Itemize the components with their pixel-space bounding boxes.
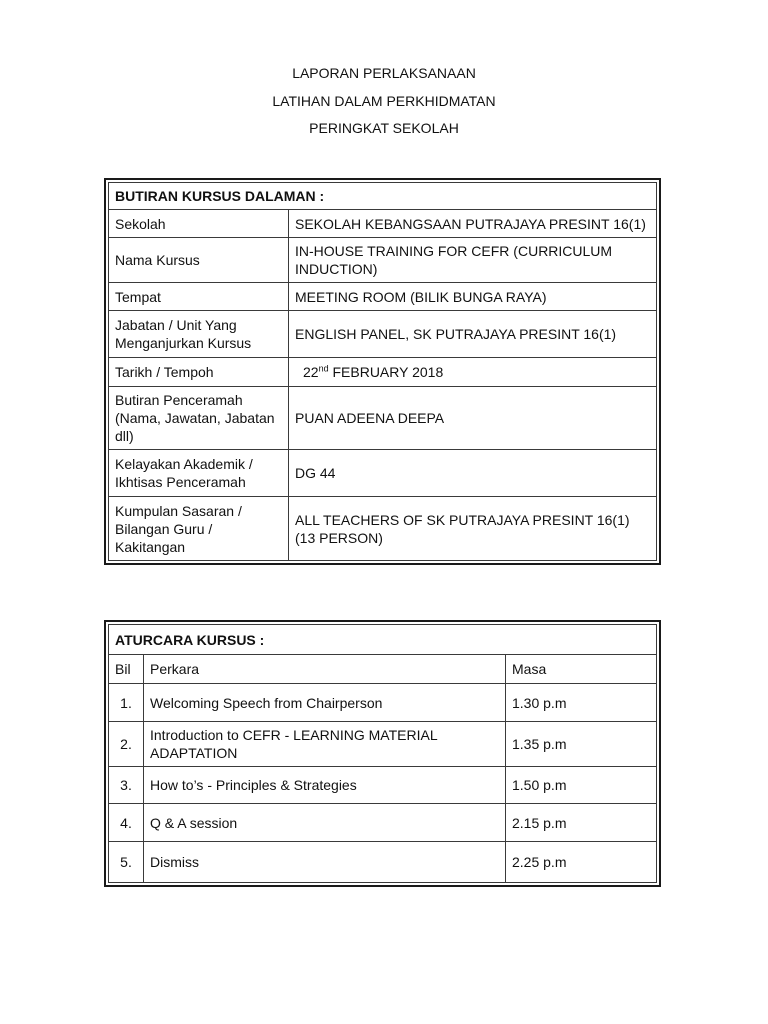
table-row: [109, 311, 657, 358]
row-label: Nama Kursus: [109, 238, 289, 283]
document-header: [0, 62, 768, 144]
table-row: [109, 804, 657, 842]
row-value: SEKOLAH KEBANGSAAN PUTRAJAYA PRESINT 16(1): [289, 210, 657, 238]
row-item: Q & A session: [144, 804, 506, 842]
row-value: MEETING ROOM (BILIK BUNGA RAYA): [289, 283, 657, 311]
table-header-row: [109, 655, 657, 684]
date-day: 22: [303, 364, 319, 380]
table-row: [109, 210, 657, 238]
row-value: ALL TEACHERS OF SK PUTRAJAYA PRESINT 16(1) (13 PERSON): [289, 497, 657, 561]
row-item: Introduction to CEFR - LEARNING MATERIAL ADAPTATION: [144, 722, 506, 767]
row-value: DG 44: [289, 450, 657, 497]
row-label: Kelayakan Akademik / Ikhtisas Penceramah: [109, 450, 289, 497]
row-item: How to’s - Principles & Strategies: [144, 767, 506, 804]
column-header-masa: Masa: [506, 655, 657, 684]
row-value: IN-HOUSE TRAINING FOR CEFR (CURRICULUM INDUCTION): [289, 238, 657, 283]
table-row: [109, 238, 657, 283]
title-line-2: LATIHAN DALAM PERKHIDMATAN: [272, 93, 496, 109]
row-item: Dismiss: [144, 842, 506, 883]
row-time: 1.35 p.m: [506, 722, 657, 767]
table-row: [109, 358, 657, 387]
date-suffix: nd: [318, 363, 329, 374]
row-time: 2.25 p.m: [506, 842, 657, 883]
table-row: [109, 497, 657, 561]
table-row: [109, 450, 657, 497]
row-label: Tempat: [109, 283, 289, 311]
row-number: 1.: [109, 684, 144, 722]
row-value-date: [289, 358, 657, 387]
column-header-perkara: Perkara: [144, 655, 506, 684]
row-value: PUAN ADEENA DEEPA: [289, 387, 657, 450]
row-number: 3.: [109, 767, 144, 804]
row-label: Kumpulan Sasaran / Bilangan Guru / Kakitangan: [109, 497, 289, 561]
table-row: [109, 684, 657, 722]
row-label: Jabatan / Unit Yang Menganjurkan Kursus: [109, 311, 289, 358]
row-label: Tarikh / Tempoh: [109, 358, 289, 387]
row-number: 5.: [109, 842, 144, 883]
row-item: Welcoming Speech from Chairperson: [144, 684, 506, 722]
schedule-heading: ATURCARA KURSUS :: [109, 625, 657, 655]
column-header-bil: Bil: [109, 655, 144, 684]
table-row: [109, 722, 657, 767]
title-line-3: PERINGKAT SEKOLAH: [309, 120, 459, 136]
row-number: 4.: [109, 804, 144, 842]
table-row: [109, 767, 657, 804]
row-time: 2.15 p.m: [506, 804, 657, 842]
title-line-1: LAPORAN PERLAKSANAAN: [292, 65, 476, 81]
table-row: [109, 283, 657, 311]
schedule-table: [104, 620, 661, 887]
row-label: Sekolah: [109, 210, 289, 238]
table-row: [109, 842, 657, 883]
row-value: ENGLISH PANEL, SK PUTRAJAYA PRESINT 16(1): [289, 311, 657, 358]
date-rest: FEBRUARY 2018: [328, 364, 444, 380]
row-time: 1.30 p.m: [506, 684, 657, 722]
course-details-heading: BUTIRAN KURSUS DALAMAN :: [109, 183, 657, 210]
row-number: 2.: [109, 722, 144, 767]
row-time: 1.50 p.m: [506, 767, 657, 804]
table-row: [109, 387, 657, 450]
row-label: Butiran Penceramah (Nama, Jawatan, Jabatan dll): [109, 387, 289, 450]
course-details-table: [104, 178, 661, 565]
